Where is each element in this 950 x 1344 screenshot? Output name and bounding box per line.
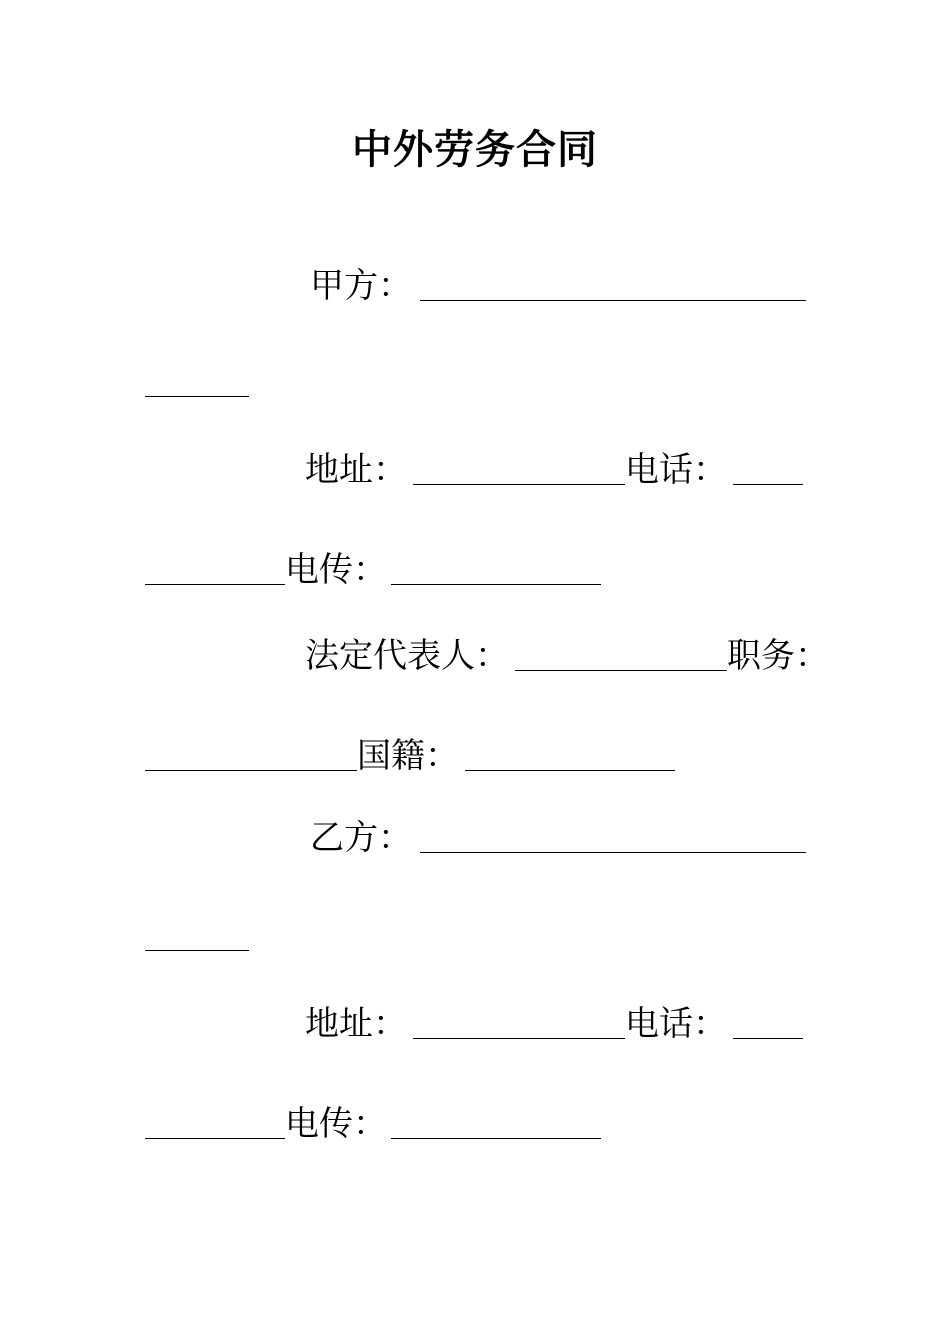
party-a-position-label: 职务： xyxy=(727,636,829,676)
party-a-label: 甲方： xyxy=(310,266,412,306)
party-a-address-label: 地址： xyxy=(305,450,407,490)
party-a-legal-rep-field[interactable] xyxy=(515,640,727,671)
party-b-address-line xyxy=(305,1004,803,1044)
party-a-line xyxy=(310,266,806,306)
party-b-phone-field[interactable] xyxy=(733,1008,803,1039)
party-b-phone-label: 电话： xyxy=(625,1004,727,1044)
party-b-address-label: 地址： xyxy=(305,1004,407,1044)
party-a-phone-field-continued[interactable] xyxy=(145,554,285,585)
party-a-nationality-line xyxy=(145,736,675,776)
party-a-position-field[interactable] xyxy=(145,740,357,771)
document-title: 中外劳务合同 xyxy=(352,127,598,173)
party-b-name-field-continued[interactable] xyxy=(145,920,249,951)
party-a-address-line xyxy=(305,450,803,490)
party-b-fax-label: 电传： xyxy=(285,1104,387,1144)
party-b-phone-field-continued[interactable] xyxy=(145,1108,285,1139)
party-a-name-field[interactable] xyxy=(420,270,806,301)
party-a-line-continued xyxy=(145,362,249,402)
party-a-nationality-field[interactable] xyxy=(465,740,675,771)
party-b-label: 乙方： xyxy=(310,818,412,858)
party-a-legal-rep-label: 法定代表人： xyxy=(305,636,509,676)
party-a-nationality-label: 国籍： xyxy=(357,736,459,776)
party-a-phone-field[interactable] xyxy=(733,454,803,485)
party-a-phone-label: 电话： xyxy=(625,450,727,490)
party-b-fax-field[interactable] xyxy=(391,1108,601,1139)
party-a-fax-field[interactable] xyxy=(391,554,601,585)
party-a-address-field[interactable] xyxy=(413,454,625,485)
party-b-line xyxy=(310,818,806,858)
party-b-fax-line xyxy=(145,1104,601,1144)
party-b-name-field[interactable] xyxy=(420,822,806,853)
party-b-address-field[interactable] xyxy=(413,1008,625,1039)
party-a-name-field-continued[interactable] xyxy=(145,366,249,397)
party-a-fax-label: 电传： xyxy=(285,550,387,590)
party-a-fax-line xyxy=(145,550,601,590)
party-b-line-continued xyxy=(145,916,249,956)
party-a-legal-rep-line xyxy=(305,636,829,676)
